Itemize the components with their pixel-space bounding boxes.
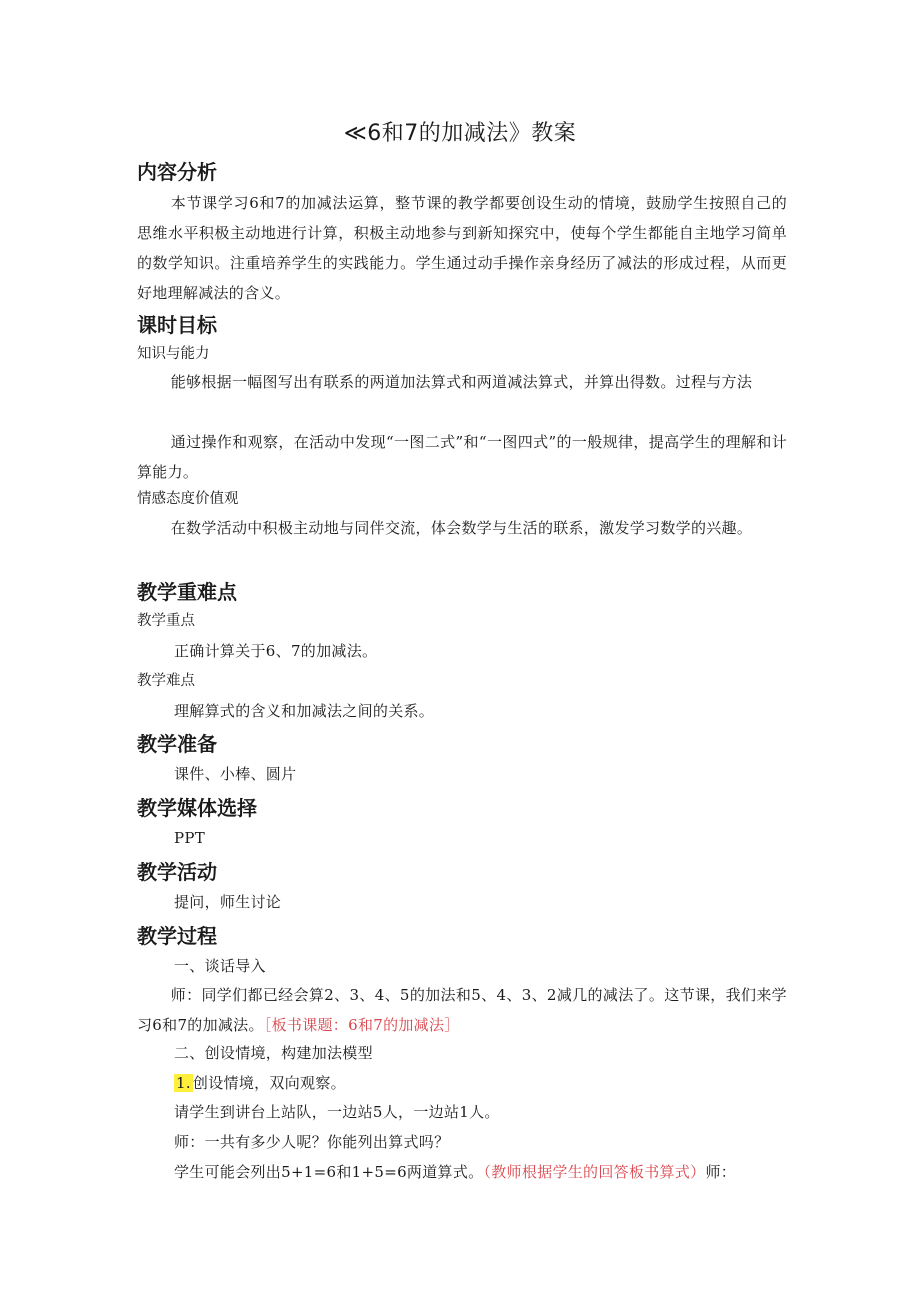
heading-media: 教学媒体选择 [137,796,257,820]
board-title-note: ［板书课题：6和7的加减法］ [263,1016,460,1034]
document-title: ≪6和7的加减法》教案 [343,121,577,146]
heading-preparation: 教学准备 [137,732,217,756]
heading-content-analysis: 内容分析 [137,160,217,184]
heading-activity: 教学活动 [137,860,217,884]
text-step-situation: 二、创设情境，构建加法模型 [174,1044,373,1062]
list-item-1 [174,1072,346,1094]
text-line-queue: 请学生到讲台上站队，一边站5人，一边站1人。 [174,1103,500,1121]
board-formula-note: （教师根据学生的回答板书算式） [483,1163,706,1181]
heading-process: 教学过程 [137,924,217,948]
subheading-emotion-values: 情感态度价值观 [137,491,239,507]
text-line-question: 师：一共有多少人呢？你能列出算式吗？ [174,1133,450,1151]
text-difficult-point: 理解算式的含义和加减法之间的关系。 [174,702,435,720]
paragraph-content-analysis: 本节课学习6和7的加减法运算，整节课的教学都要创设生动的情境，鼓励学生按照自己的思维水平积极主动地进行计算，积极主动地参与到新知探究中，使每个学生都能自主地学习简单的数学知识。注重培养学生的实践能力。学生通过动手操作亲身经历了减法的形成过程，从而更好地理解减法的含义。 [137,194,787,302]
list-item-1-text: 创设情境，双向观察。 [192,1074,346,1092]
subheading-key-point: 教学重点 [137,613,195,629]
subheading-knowledge-ability: 知识与能力 [137,346,210,362]
formulas-text: 学生可能会列出5+1=6和1+5=6两道算式。 [174,1163,484,1181]
highlight-number: 1. [176,1074,191,1092]
paragraph-intro-talk [137,980,787,1040]
text-activity: 提问，师生讨论 [174,893,282,911]
intro-talk-text: 师：同学们都已经会算2、3、4、5的加法和5、4、3、2减几的减法了。这节课，我们来学习6和7的加减法。 [137,986,787,1034]
text-step-intro: 一、谈话导入 [174,957,266,975]
paragraph-objective-emotion: 在数学活动中积极主动地与同伴交流，体会数学与生活的联系，激发学习数学的兴趣。 [170,519,753,537]
subheading-difficult-point: 教学难点 [137,673,195,689]
text-key-point: 正确计算关于6、7的加减法。 [174,642,378,660]
teacher-prefix: 师： [705,1163,737,1181]
paragraph-objective-knowledge: 能够根据一幅图写出有联系的两道加法算式和两道减法算式，并算出得数。过程与方法 [170,373,753,391]
text-preparation: 课件、小棒、圆片 [174,765,297,783]
text-media: PPT [174,829,206,847]
paragraph-objective-method: 通过操作和观察，在活动中发现“一图二式”和“一图四式”的一般规律，提高学生的理解和计算能力。 [137,433,787,481]
heading-key-points: 教学重难点 [137,580,237,604]
text-line-formulas [174,1161,736,1183]
heading-objectives: 课时目标 [137,313,217,337]
